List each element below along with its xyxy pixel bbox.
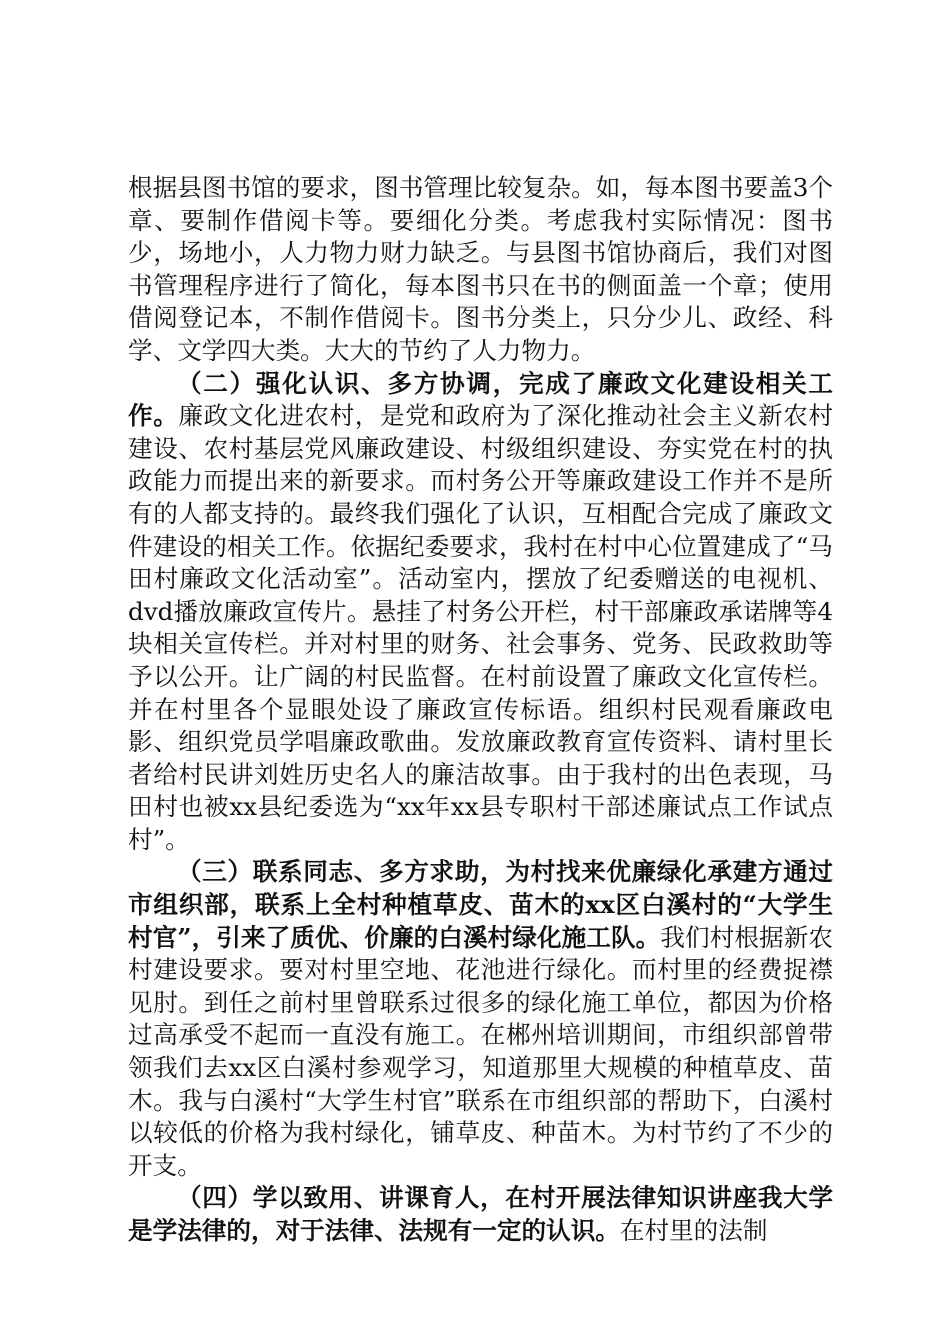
paragraph-body: 在村里的法制 [619,1216,768,1245]
paragraph-body: 根据县图书馆的要求，图书管理比较复杂。如，每本图书要盖3个章、要制作借阅卡等。要细化分类。考虑我村实际情况：图书少，场地小，人力物力财力缺乏。与县图书馆协商后，我们对图书管理程序进行了简化，每本图书只在书的侧面盖一个章；使用借阅登记本，不制作借阅卡。图书分类上，只分少儿、政经、科学、文学四大类。大大的节约了人力物力。 [128,173,833,365]
section-heading: （四）学以致用、讲课育人，在村开展法律知识讲座我大学是学法律的，对于法律、法规有一定的认识。 [128,1183,833,1245]
section-heading: （二）强化认识、多方协调，完成了廉政文化建设相关工作。 [128,368,833,431]
paragraph-body: 廉政文化进农村，是党和政府为了深化推动社会主义新农村建设、农村基层党风廉政建设、村级组织建设、夯实党在村的执政能力而提出来的新要求。而村务公开等廉政建设工作并不是所有的人都支持的。最终我们强化了认识，互相配合完成了廉政文件建设的相关工作。依据纪委要求，我村在村中心位置建成了“马田村廉政文化活动室”。活动室内，摆放了纪委赠送的电视机、dvd播放廉政宣传片。悬挂了村务公开栏，村干部廉政承诺牌等4块相关宣传栏。并对村里的财务、社会事务、党务、民政救助等予以公开。让广阔的村民监督。在村前设置了廉政文化宣传栏。并在村里各个显眼处设了廉政宣传标语。组织村民观看廉政电影、组织党员学唱廉政歌曲。发放廉政教育宣传资料、请村里长者给村民讲刘姓历史名人的廉洁故事。由于我村的出色表现，马田村也被xx县纪委选为“xx年xx县专职村干部述廉试点工作试点村”。 [128,401,833,854]
paragraph-section-4 [128,1182,833,1247]
section-heading: （三）联系同志、多方求助，为村找来优廉绿化承建方通过市组织部，联系上全村种植草皮、苗木的xx区白溪村的“大学生村官”，引来了质优、价廉的白溪村绿化施工队。 [128,857,833,952]
paragraph-section-2 [128,368,833,857]
paragraph-body: 我们村根据新农村建设要求。要对村里空地、花池进行绿化。而村里的经费捉襟见肘。到任之前村里曾联系过很多的绿化施工单位，都因为价格过高承受不起而一直没有施工。在郴州培训期间，市组织部曾带领我们去xx区白溪村参观学习，知道那里大规模的种植草皮、苗木。我与白溪村“大学生村官”联系在市组织部的帮助下，白溪村以较低的价格为我村绿化，铺草皮、种苗木。为村节约了不少的开支。 [128,922,833,1180]
document-page [128,172,833,1248]
paragraph-library-management [128,172,833,368]
paragraph-section-3 [128,856,833,1182]
